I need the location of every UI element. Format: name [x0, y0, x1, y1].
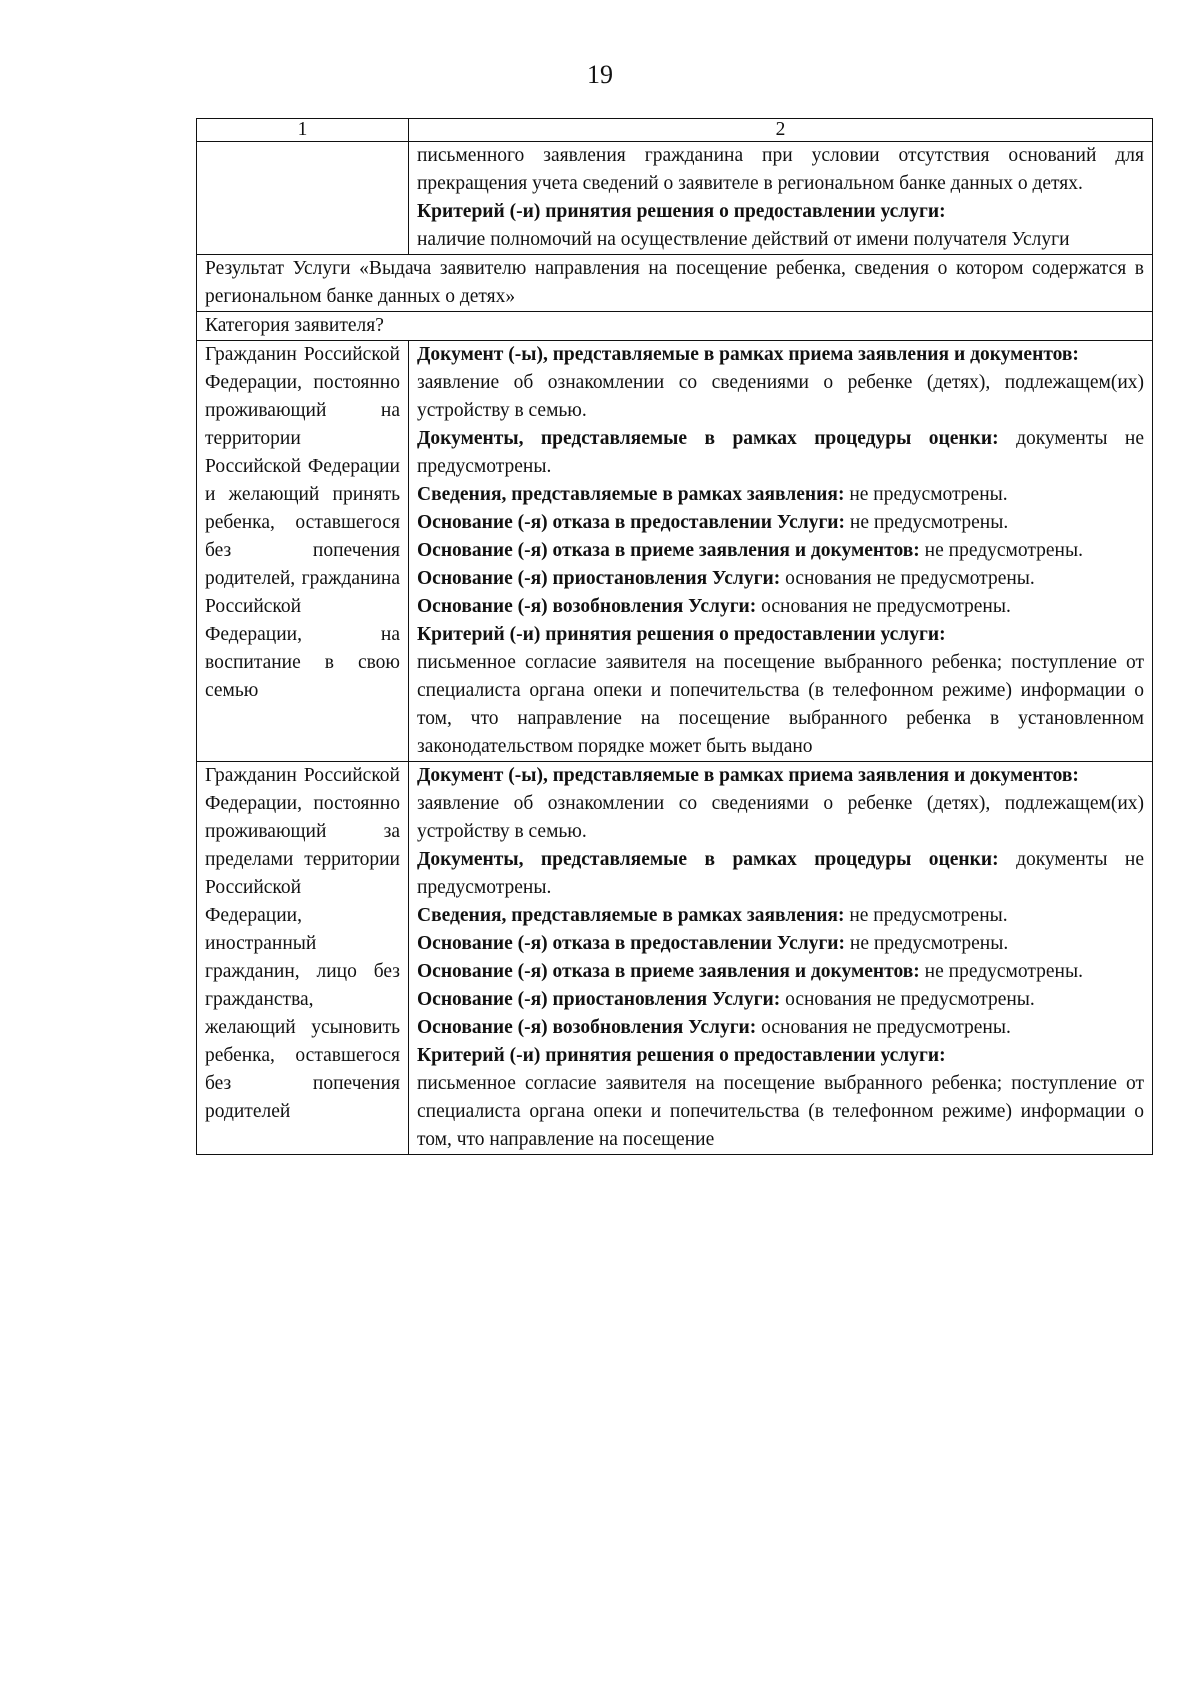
- detail-label: Основание (-я) возобновления Услуги:: [417, 596, 757, 617]
- detail-label: Документ (-ы), представляемые в рамках приема заявления и документов:: [417, 765, 1079, 786]
- detail-text: не предусмотрены.: [849, 905, 1008, 926]
- detail-item: [417, 986, 1144, 1014]
- detail-item: [417, 537, 1144, 565]
- applicant-details-1: [409, 341, 1153, 762]
- detail-label: Основание (-я) приостановления Услуги:: [417, 989, 781, 1010]
- detail-item: [417, 621, 1144, 761]
- continuation-cell: [409, 142, 1153, 255]
- column-number-2: 2: [409, 119, 1153, 142]
- detail-text: документы не предусмотрены.: [417, 849, 1145, 898]
- detail-text: заявление об ознакомлении со сведениями о ребенке (детях), подлежащем(их) устройству в семью.: [417, 372, 1144, 421]
- detail-label: Документы, представляемые в рамках процедуры оценки:: [417, 849, 999, 870]
- column-number-1: 1: [197, 119, 409, 142]
- detail-label: Сведения, представляемые в рамках заявления:: [417, 905, 845, 926]
- detail-item: [417, 846, 1144, 902]
- criteria-label: Критерий (-и) принятия решения о предоставлении услуги:: [417, 201, 946, 222]
- detail-label: Сведения, представляемые в рамках заявления:: [417, 484, 845, 505]
- detail-text: основания не предусмотрены.: [785, 568, 1035, 589]
- table-header-row: [197, 119, 1153, 142]
- detail-text: основания не предусмотрены.: [785, 989, 1035, 1010]
- detail-label: Основание (-я) отказа в приеме заявления и документов:: [417, 540, 920, 561]
- detail-item: [417, 509, 1144, 537]
- detail-label: Основание (-я) приостановления Услуги:: [417, 568, 781, 589]
- detail-text: основания не предусмотрены.: [761, 596, 1011, 617]
- detail-item: [417, 1014, 1144, 1042]
- detail-text: не предусмотрены.: [849, 484, 1008, 505]
- detail-label: Документы, представляемые в рамках процедуры оценки:: [417, 428, 999, 449]
- continuation-text: письменного заявления гражданина при условии отсутствия оснований для прекращения учета сведений о заявителе в региональном банке данных о детях.: [417, 145, 1144, 194]
- detail-item: [417, 902, 1144, 930]
- category-header-row: [197, 312, 1153, 341]
- detail-item: [417, 481, 1144, 509]
- detail-item: [417, 425, 1144, 481]
- detail-text: не предусмотрены.: [849, 933, 1009, 954]
- services-table: [196, 118, 1153, 1155]
- detail-text: основания не предусмотрены.: [761, 1017, 1011, 1038]
- applicant-row-2: [197, 762, 1153, 1155]
- detail-label: Основание (-я) отказа в предоставлении Услуги:: [417, 933, 846, 954]
- continuation-empty-cell: [197, 142, 409, 255]
- result-row: [197, 255, 1153, 312]
- detail-item: [417, 930, 1144, 958]
- detail-text: письменное согласие заявителя на посещение выбранного ребенка; поступление от специалиста органа опеки и попечительства (в телефонном режиме) информации о том, что направление на посещение выбранного ребенка в установленном законодательством порядке может быть выдано: [417, 652, 1144, 757]
- applicant-row-1: [197, 341, 1153, 762]
- result-cell: Результат Услуги «Выдача заявителю направления на посещение ребенка, сведения о котором содержатся в региональном банке данных о детях»: [197, 255, 1153, 312]
- detail-item: [417, 593, 1144, 621]
- detail-text: не предусмотрены.: [924, 540, 1083, 561]
- detail-text: документы не предусмотрены.: [417, 428, 1145, 477]
- detail-item: [417, 958, 1144, 986]
- detail-text: не предусмотрены.: [849, 512, 1009, 533]
- detail-label: Основание (-я) отказа в приеме заявления и документов:: [417, 961, 920, 982]
- category-header-cell: Категория заявителя?: [197, 312, 1153, 341]
- detail-label: Документ (-ы), представляемые в рамках приема заявления и документов:: [417, 344, 1079, 365]
- detail-item: [417, 565, 1144, 593]
- detail-text: заявление об ознакомлении со сведениями о ребенке (детях), подлежащем(их) устройству в семью.: [417, 793, 1144, 842]
- page-number: 19: [587, 60, 613, 89]
- detail-label: Основание (-я) отказа в предоставлении Услуги:: [417, 512, 846, 533]
- continuation-row: [197, 142, 1153, 255]
- criteria-text: наличие полномочий на осуществление действий от имени получателя Услуги: [417, 229, 1070, 250]
- applicant-category-2: Гражданин Российской Федерации, постоянно проживающий за пределами территории Российской Федерации, иностранный гражданин, лицо без гражданства, желающий усыновить ребенка, оставшегося без попечения родителей: [197, 762, 409, 1155]
- detail-item: [417, 762, 1144, 846]
- detail-text: не предусмотрены.: [924, 961, 1083, 982]
- detail-item: [417, 341, 1144, 425]
- detail-label: Критерий (-и) принятия решения о предоставлении услуги:: [417, 1045, 946, 1066]
- detail-item: [417, 1042, 1144, 1154]
- applicant-details-2: [409, 762, 1153, 1155]
- detail-label: Критерий (-и) принятия решения о предоставлении услуги:: [417, 624, 946, 645]
- applicant-category-1: Гражданин Российской Федерации, постоянно проживающий на территории Российской Федерации и желающий принять ребенка, оставшегося без попечения родителей, гражданина Российской Федерации, на воспитание в свою семью: [197, 341, 409, 762]
- detail-text: письменное согласие заявителя на посещение выбранного ребенка; поступление от специалиста органа опеки и попечительства (в телефонном режиме) информации о том, что направление на посещение: [417, 1073, 1144, 1150]
- detail-label: Основание (-я) возобновления Услуги:: [417, 1017, 757, 1038]
